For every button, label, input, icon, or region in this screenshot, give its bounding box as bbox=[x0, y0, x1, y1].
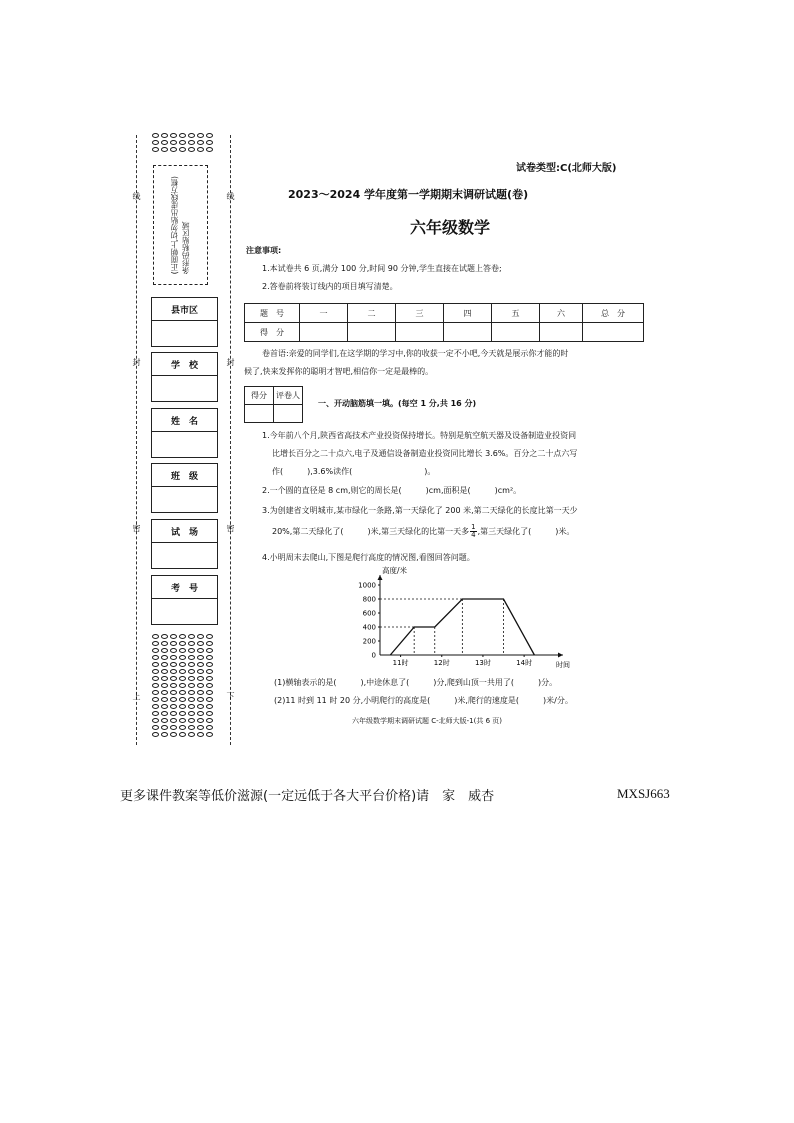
score-input[interactable] bbox=[492, 323, 540, 342]
barcode-area bbox=[153, 165, 208, 285]
class-field[interactable] bbox=[151, 463, 218, 513]
binding-line-right bbox=[230, 135, 231, 745]
binding-mark-left-2: 封 bbox=[132, 358, 141, 367]
score-table-cell: 二 bbox=[348, 304, 396, 323]
score-table-cell: 五 bbox=[492, 304, 540, 323]
score-table-score-row bbox=[245, 323, 644, 342]
grader-box bbox=[244, 386, 303, 423]
score-table-cell: 总 分 bbox=[583, 304, 644, 323]
barcode-area-text: (正面朝上,切勿贴出虚线方框) 条形码粘贴区域 bbox=[170, 175, 191, 275]
score-input[interactable] bbox=[444, 323, 492, 342]
x-tick-label: 13时 bbox=[474, 659, 491, 667]
binding-line-left bbox=[136, 135, 137, 745]
binding-mark-right-3: 密 bbox=[226, 524, 235, 533]
footer-code: MXSJ663 bbox=[617, 786, 670, 801]
section-1-title: 一、开动脑筋填一填。(每空 1 分,共 16 分) bbox=[318, 399, 477, 408]
footer-ad: 更多课件教案等低价滋源(一定远低于各大平台价格)请 家 威杏 bbox=[120, 789, 495, 804]
question-2: 2.一个圆的直径是 8 cm,则它的周长是( )cm,面积是( )cm²。 bbox=[262, 486, 522, 495]
name-field-label: 姓 名 bbox=[152, 409, 217, 432]
score-input[interactable] bbox=[300, 323, 348, 342]
exam-number-field[interactable] bbox=[151, 575, 218, 625]
binding-mark-right-1: 线 bbox=[226, 192, 235, 201]
binding-mark-left-1: 线 bbox=[132, 192, 141, 201]
score-table bbox=[244, 303, 644, 342]
height-chart bbox=[340, 566, 570, 672]
grader-score-label: 得分 bbox=[245, 387, 274, 405]
fraction bbox=[470, 524, 476, 539]
grader-reviewer-input[interactable] bbox=[274, 405, 303, 423]
chart-content bbox=[358, 566, 570, 669]
class-field-label: 班 级 bbox=[152, 464, 217, 487]
binding-mark-right-4: 下 bbox=[226, 692, 235, 701]
score-table-cell: 题 号 bbox=[245, 304, 300, 323]
fraction-numerator: 1 bbox=[471, 523, 476, 531]
x-axis-arrow bbox=[558, 653, 563, 658]
y-axis-label: 高度/米 bbox=[382, 566, 408, 575]
x-tick-label: 11时 bbox=[392, 659, 409, 667]
x-tick-label: 12时 bbox=[433, 659, 450, 667]
name-field[interactable] bbox=[151, 408, 218, 458]
question-1-line-1: 1.今年前八个月,陕西省高技术产业投资保持增长。特别是航空航天器及设备制造业投资同 bbox=[262, 431, 577, 440]
county-field-label: 县市区 bbox=[152, 298, 217, 321]
y-tick-label: 600 bbox=[362, 609, 376, 618]
score-input[interactable] bbox=[348, 323, 396, 342]
county-field[interactable] bbox=[151, 297, 218, 347]
punch-dots-top bbox=[152, 133, 213, 152]
score-table-cell: 六 bbox=[540, 304, 583, 323]
question-1-line-3: 作( ),3.6%读作( )。 bbox=[272, 467, 436, 476]
preface-line-2: 候了,快来发挥你的聪明才智吧,相信你一定是最棒的。 bbox=[244, 367, 434, 376]
question-4-sub-1: (1)横轴表示的是( ),中途休息了( )分,爬到山顶一共用了( )分。 bbox=[274, 678, 558, 687]
exam-number-field-label: 考 号 bbox=[152, 576, 217, 599]
score-input[interactable] bbox=[583, 323, 644, 342]
question-3-line-1: 3.为创建省文明城市,某市绿化一条路,第一天绿化了 200 米,第二天绿化的长度比第一天少 bbox=[262, 506, 578, 515]
exam-room-field[interactable] bbox=[151, 519, 218, 569]
x-tick-label: 14时 bbox=[516, 659, 533, 667]
score-table-cell: 四 bbox=[444, 304, 492, 323]
y-axis-arrow bbox=[378, 575, 383, 580]
binding-mark-right-2: 封 bbox=[226, 358, 235, 367]
grader-score-input[interactable] bbox=[245, 405, 274, 423]
notice-item-2: 2.答卷前将装订线内的项目填写清楚。 bbox=[262, 282, 398, 291]
notice-item-1: 1.本试卷共 6 页,满分 100 分,时间 90 分钟,学生直接在试题上答卷; bbox=[262, 264, 502, 273]
preface-line-1: 卷首语:亲爱的同学们,在这学期的学习中,你的收获一定不小吧,今天就是展示你才能的时 bbox=[262, 349, 569, 358]
y-tick-label: 400 bbox=[362, 623, 376, 632]
score-input[interactable] bbox=[540, 323, 583, 342]
punch-dots-bottom bbox=[152, 634, 213, 737]
exam-room-field-label: 试 场 bbox=[152, 520, 217, 543]
question-4: 4.小明周末去爬山,下图是爬行高度的情况图,看图回答问题。 bbox=[262, 553, 475, 562]
x-axis-label: 时间 bbox=[556, 661, 570, 669]
binding-mark-left-3: 密 bbox=[132, 524, 141, 533]
exam-title: 2023～2024 学年度第一学期期末调研试题(卷) bbox=[288, 188, 529, 201]
page-note: 六年级数学期末调研试题 C-北师大版-1(共 6 页) bbox=[352, 717, 502, 725]
notice-heading: 注意事项: bbox=[246, 246, 282, 255]
question-3-line-2 bbox=[272, 524, 574, 539]
school-field[interactable] bbox=[151, 352, 218, 402]
question-4-sub-2: (2)11 时到 11 时 20 分,小明爬行的高度是( )米,爬行的速度是( )米/分。 bbox=[274, 696, 573, 705]
score-input[interactable] bbox=[396, 323, 444, 342]
question-1-line-2: 比增长百分之二十点六,电子及通信设备制造业投资同比增长 3.6%。百分之二十点六写 bbox=[272, 449, 578, 458]
score-table-cell: 三 bbox=[396, 304, 444, 323]
paper-type: 试卷类型:C(北师大版) bbox=[516, 163, 617, 174]
grader-reviewer-label: 评卷人 bbox=[274, 387, 303, 405]
score-table-cell: 一 bbox=[300, 304, 348, 323]
y-tick-label: 0 bbox=[371, 651, 376, 660]
fraction-denominator: 4 bbox=[471, 531, 476, 539]
binding-mark-left-4: 上 bbox=[132, 692, 141, 701]
subject-title: 六年级数学 bbox=[410, 218, 491, 237]
question-3-line-2-part-1: 20%,第二天绿化了( )米,第三天绿化的比第一天多 bbox=[272, 526, 470, 536]
question-3-line-2-part-2: ,第三天绿化了( )米。 bbox=[477, 526, 575, 536]
score-table-cell: 得 分 bbox=[245, 323, 300, 342]
y-tick-label: 800 bbox=[362, 595, 376, 604]
school-field-label: 学 校 bbox=[152, 353, 217, 376]
y-tick-label: 1000 bbox=[358, 581, 376, 590]
y-tick-label: 200 bbox=[362, 637, 376, 646]
score-table-header-row bbox=[245, 304, 644, 323]
